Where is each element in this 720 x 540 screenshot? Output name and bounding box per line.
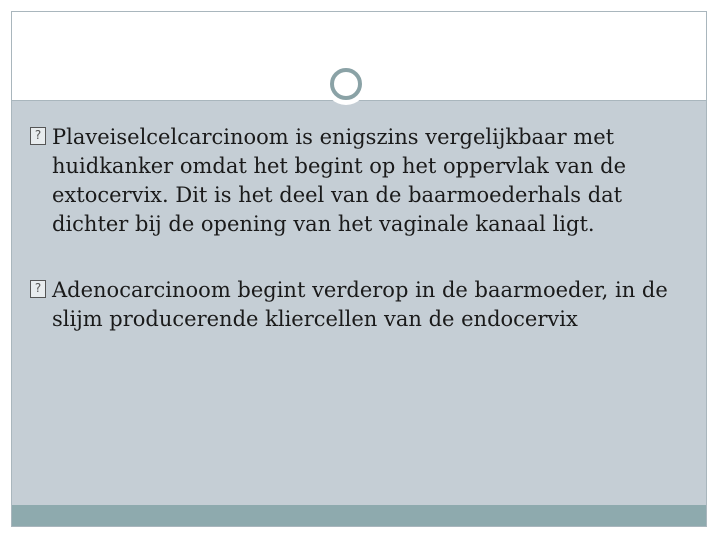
bullet-text: Plaveiselcelcarcinoom is enigszins vergelijkbaar met huidkanker omdat het begint op het oppervlak van de extocervix. Dit is het deel van de baarmoederhals dat dichter bij de opening van het vaginale kanaal ligt.	[52, 125, 626, 236]
bullet-item	[30, 276, 690, 334]
bottom-bar	[12, 505, 706, 526]
replacement-character-icon: ?	[30, 127, 46, 145]
circle-ring	[330, 68, 362, 100]
replacement-character-icon: ?	[30, 280, 46, 298]
slide-content	[30, 123, 690, 371]
circle-ornament-icon	[325, 63, 367, 105]
bullet-text: Adenocarcinoom begint verderop in de baarmoeder, in de slijm producerende kliercellen van de endocervix	[52, 278, 668, 331]
bullet-item	[30, 123, 690, 239]
